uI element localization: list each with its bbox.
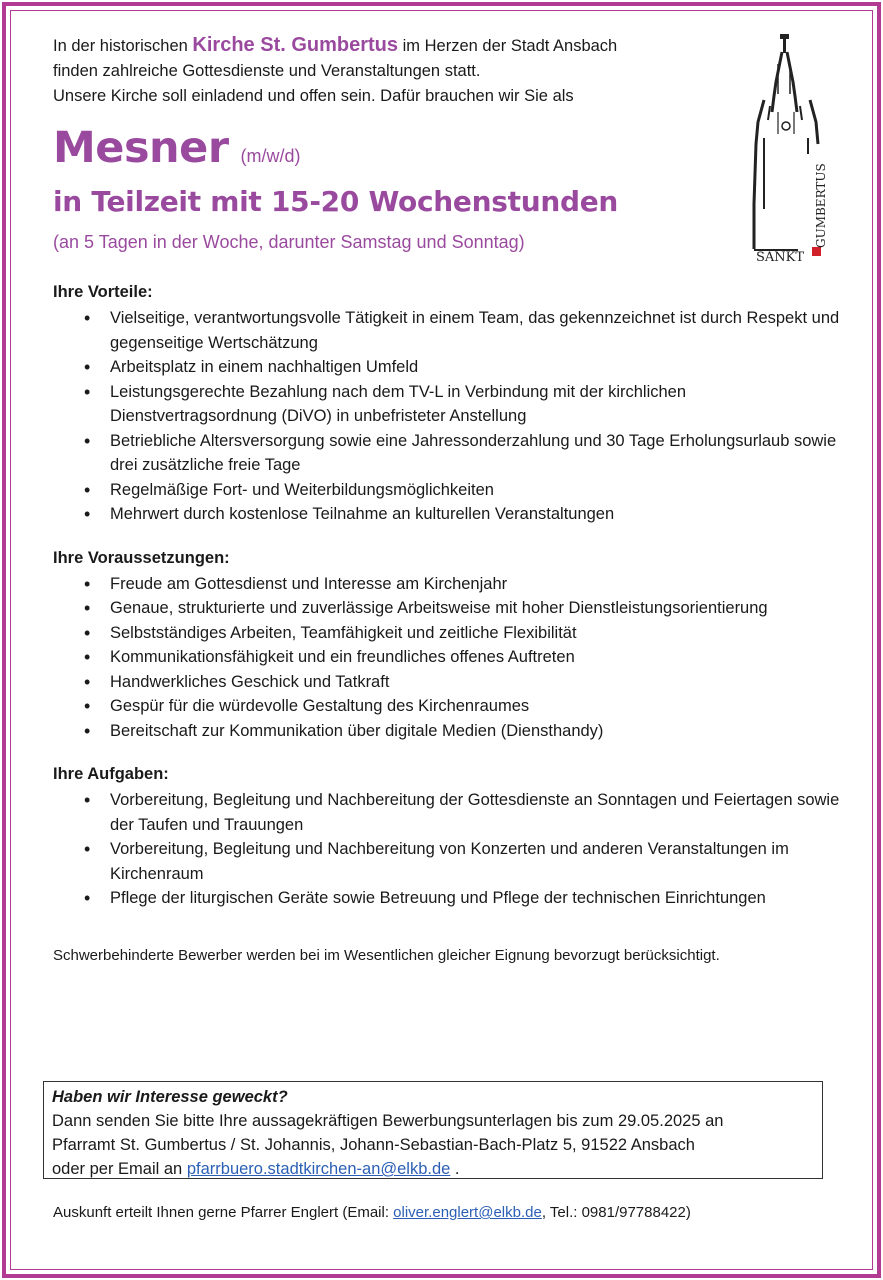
list-item: • Bereitschaft zur Kommunikation über digitale Medien (Diensthandy)	[110, 719, 843, 744]
contact-line3	[52, 1157, 814, 1181]
list-item: • Freude am Gottesdienst und Interesse am Kirchenjahr	[110, 572, 843, 597]
pastor-email-link[interactable]: oliver.englert@elkb.de	[393, 1204, 542, 1221]
vorteile-heading: Ihre Vorteile:	[53, 283, 153, 301]
footer-pre: Auskunft erteilt Ihnen gerne Pfarrer Englert (Email:	[53, 1204, 389, 1221]
list-item: • Vielseitige, verantwortungsvolle Tätigkeit in einem Team, das gekennzeichnet ist durch Respekt und gegenseitige Wertschätzung	[110, 306, 843, 355]
application-email-link[interactable]: pfarrbuero.stadtkirchen-an@elkb.de	[186, 1160, 451, 1178]
title-line	[53, 123, 843, 185]
contact-line3-post: .	[454, 1160, 460, 1178]
list-item: • Leistungsgerechte Bezahlung nach dem TV-L in Verbindung mit der kirchlichen Dienstvertragsordnung (DiVO) in unbefristeter Anstellung	[110, 380, 843, 429]
intro-line1-post: im Herzen der Stadt Ansbach	[402, 37, 618, 55]
aufgaben-list	[53, 788, 843, 911]
aufgaben-heading: Ihre Aufgaben:	[53, 765, 169, 783]
logo-sankt-text: SANKT	[756, 250, 805, 264]
footer-info	[53, 1204, 691, 1221]
aufgaben-section	[53, 765, 843, 911]
contact-box	[43, 1081, 823, 1179]
list-item: • Regelmäßige Fort- und Weiterbildungsmöglichkeiten	[110, 478, 843, 503]
list-item: • Handwerkliches Geschick und Tatkraft	[110, 670, 843, 695]
disclaimer-text: Schwerbehinderte Bewerber werden bei im Wesentlichen gleicher Eignung bevorzugt berücksichtigt.	[53, 946, 720, 964]
logo-gumbertus-text: GUMBERTUS	[814, 163, 828, 248]
list-item: • Vorbereitung, Begleitung und Nachbereitung der Gottesdienste an Sonntagen und Feiertagen sowie der Taufen und Trauungen	[110, 788, 843, 837]
vorteile-section	[53, 283, 843, 527]
voraussetzungen-heading: Ihre Voraussetzungen:	[53, 548, 230, 567]
list-item: • Kommunikationsfähigkeit und ein freundliches offenes Auftreten	[110, 645, 843, 670]
list-item: • Vorbereitung, Begleitung und Nachbereitung von Konzerten und anderen Veranstaltungen im Kirchenraum	[110, 837, 843, 886]
intro-line3: Unsere Kirche soll einladend und offen sein. Dafür brauchen wir Sie als	[53, 87, 574, 105]
contact-line1: Dann senden Sie bitte Ihre aussagekräftigen Bewerbungsunterlagen bis zum 29.05.2025 an	[52, 1112, 724, 1130]
list-item: • Genaue, strukturierte und zuverlässige Arbeitsweise mit hoher Dienstleistungsorientierung	[110, 596, 843, 621]
footer-post: , Tel.: 0981/97788422)	[541, 1204, 691, 1221]
job-title: Mesner	[53, 123, 229, 173]
main-content	[53, 33, 843, 964]
list-item: • Betriebliche Altersversorgung sowie eine Jahressonderzahlung und 30 Tage Erholungsurlaub sowie drei zusätzliche freie Tage	[110, 429, 843, 478]
list-item: • Gespür für die würdevolle Gestaltung des Kirchenraumes	[110, 694, 843, 719]
list-item: • Mehrwert durch kostenlose Teilnahme an kulturellen Veranstaltungen	[110, 502, 843, 527]
contact-line2: Pfarramt St. Gumbertus / St. Johannis, Johann-Sebastian-Bach-Platz 5, 91522 Ansbach	[52, 1136, 695, 1154]
vorteile-list	[53, 306, 843, 527]
voraussetzungen-list	[53, 572, 843, 744]
intro-text	[53, 33, 843, 109]
contact-question: Haben wir Interesse geweckt?	[52, 1088, 288, 1106]
intro-line1-pre: In der historischen	[53, 37, 188, 55]
church-name: Kirche St. Gumbertus	[192, 34, 399, 56]
list-item: • Arbeitsplatz in einem nachhaltigen Umfeld	[110, 355, 843, 380]
intro-line2: finden zahlreiche Gottesdienste und Veranstaltungen statt.	[53, 62, 481, 80]
job-subtitle: in Teilzeit mit 15-20 Wochenstunden	[53, 185, 619, 218]
list-item: • Selbstständiges Arbeiten, Teamfähigkeit und zeitliche Flexibilität	[110, 621, 843, 646]
gender-suffix: (m/w/d)	[240, 146, 301, 166]
job-subnote: (an 5 Tagen in der Woche, darunter Samstag und Sonntag)	[53, 232, 525, 252]
voraussetzungen-section	[53, 549, 843, 744]
list-item: • Pflege der liturgischen Geräte sowie Betreuung und Pflege der technischen Einrichtungen	[110, 886, 843, 911]
contact-line3-pre: oder per Email an	[52, 1160, 183, 1178]
